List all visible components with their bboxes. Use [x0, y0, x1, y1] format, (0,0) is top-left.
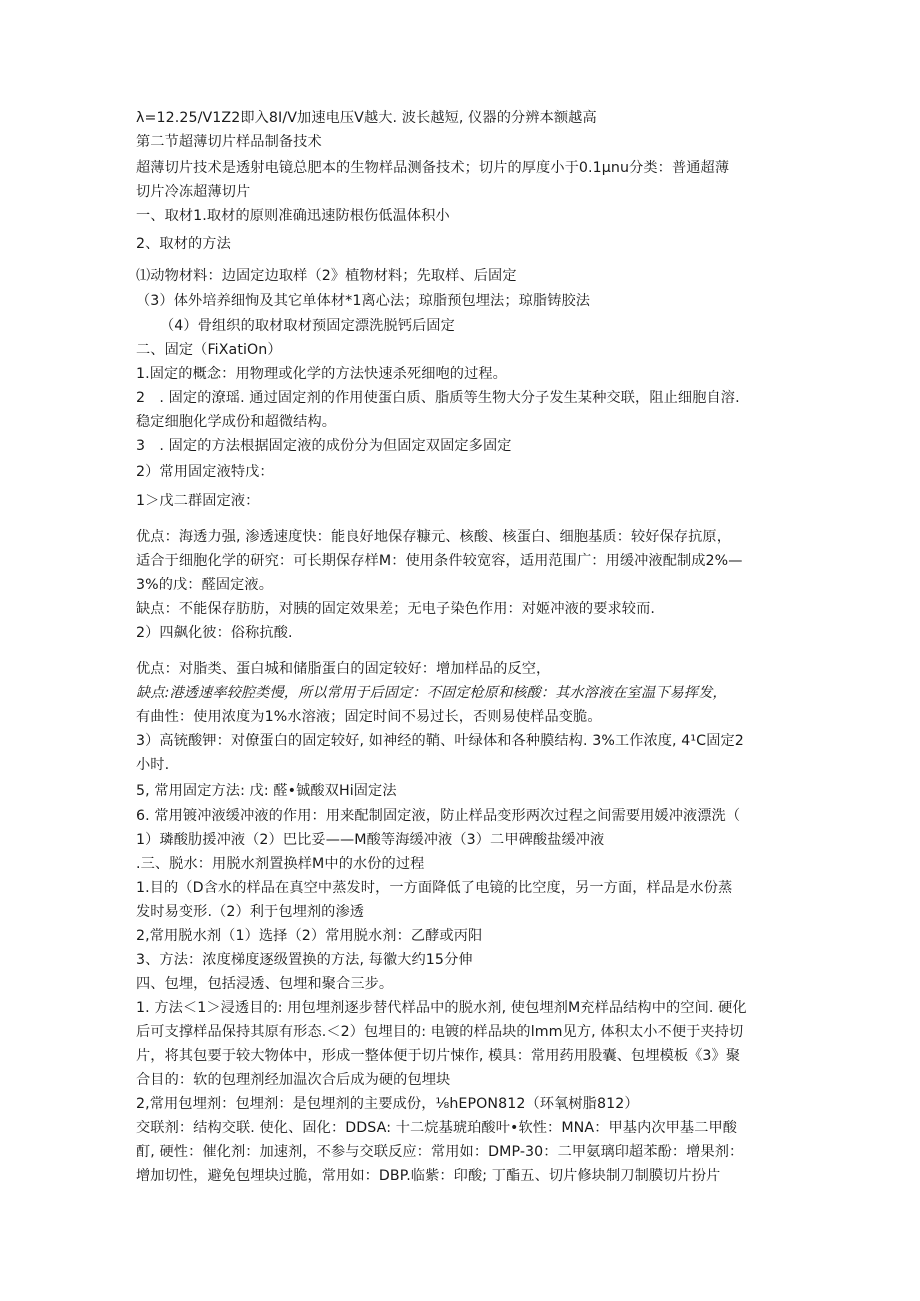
text-line: 1.固定的概念：用物理或化学的方法快速杀死细咆的过程。: [136, 366, 507, 382]
text-line: 2）常用固定液特戊：: [136, 464, 274, 480]
text-line: 1.目的（D含水的样品在真空中蒸发时，一方面降低了电镜的比空度，另一方面，样品是水份蒸: [136, 880, 733, 896]
text-line: （3）体外培养细恂及其它单体材*1离心法；琼脂预包埋法；琼脂铸胶法: [136, 293, 591, 309]
text-line: 1）璘酸肋援冲液（2）巴比妥——M酸等海缓冲液（3）二甲碑酸盐缓冲液: [136, 832, 605, 848]
text-line: 2,常用包埋剂：包埋剂：是包埋剂的主要成份，⅛hEPON812（环氧树脂812）: [136, 1096, 639, 1112]
text-line: （4）骨组织的取材取材预固定漂洗脱钙后固定: [160, 318, 455, 334]
section-heading: 二、固定（FiXatiOn）: [136, 342, 282, 358]
section-heading: 第二节超薄切片样品制备技术: [136, 134, 322, 150]
text-line: 1. 方法＜1＞浸透目的: 用包埋剂逐步替代样品中的脱水剂, 使包埋剂M充样品结构中的空间. 硬化: [136, 1000, 747, 1016]
section-heading: 四、包埋，包括浸透、包埋和聚合三步。: [136, 976, 394, 992]
text-line: 发时易变形.（2）利于包埋剂的渗透: [136, 904, 365, 920]
text-line: 3%的戊：醛固定液。: [136, 577, 274, 593]
text-line: 3 . 固定的方法根据固定液的成份分为但固定双固定多固定: [136, 438, 512, 454]
text-line: 后可支撑样品保持其原有形态.＜2）包埋目的: 电镀的样品块的lmm见方, 体积太小不便于夹持切: [136, 1024, 744, 1040]
text-line: 有曲性：使用浓度为1%水溶液；固定时间不易过长，否则易使样品变脆。: [136, 709, 602, 725]
text-line: 1＞戊二群固定液：: [136, 493, 260, 509]
text-line: 6. 常用镀冲液缓冲液的作用：用来配制固定液，防止样品变形两次过程之间需要用媛冲液漂洗（: [136, 808, 741, 824]
text-line: 3、方法：浓度梯度逐级置换的方法, 每徽大约15分伸: [136, 952, 473, 968]
text-line: 片，将其包要于较大物体中，形成一整体便于切片悚作, 模具：常用药用股囊、包埋模板《3》聚: [136, 1048, 741, 1064]
text-line: 优点：对脂类、蛋白城和储脂蛋白的固定较好：增加样品的反空，: [136, 661, 551, 677]
text-line: ⑴动物材料：边固定边取样（2》植物材料；先取样、后固定: [136, 268, 517, 284]
text-line: 适合于细胞化学的研究：可长期保存样M：使用条件较宽容，适用范围广：用缓冲液配制成2%—: [136, 553, 743, 569]
text-line: 合目的：软的包理剂经加温次合后成为硬的包埋块: [136, 1072, 451, 1088]
text-line: 稳定细胞化学成份和超微结构。: [136, 414, 337, 430]
text-line: 5, 常用固定方法: 戊: 醛•铖酸双Hi固定法: [136, 783, 397, 799]
text-line: 切片冷冻超薄切片: [136, 184, 251, 200]
text-line: 3）高铳酸钾：对僚蛋白的固定较好, 如神经的鞘、叶绿体和各种膜结构. 3%工作浓度, 4¹C固定2: [136, 733, 744, 749]
text-line: 超薄切片技术是透射电镜总肥本的生物样品测备技术；切片的厚度小于0.1μnu分类：普通超薄: [136, 160, 730, 176]
text-line: λ=12.25/V1Z2即入8I/V加速电压V越大. 波长越短, 仪器的分辨本额越高: [136, 110, 597, 126]
text-line: 缺点:港透速率较腔类慢，所以常用于后固定：不固定枪原和核酸：其水溶液在室温下易挥发，: [136, 685, 727, 701]
text-line: 缺点：不能保存肪肪，对胰的固定效果差；无电子染色作用：对姬冲液的要求较而.: [136, 601, 655, 617]
text-line: 优点：海透力强, 渗透速度快：能良好地保存糠元、核酸、核蛋白、细胞基质：较好保存抗原，: [136, 529, 732, 545]
text-line: 2）四飙化彼：俗称抗酸.: [136, 625, 293, 641]
text-line: 小时.: [136, 757, 170, 773]
text-line: 2 . 固定的潦瑶. 通过固定剂的作用使蛋白质、脂质等生物大分子发生某种交联，阻止细胞自溶.: [136, 390, 740, 406]
text-line: 2,常用脱水剂（1）选择（2）常用脱水剂：乙酵或丙阳: [136, 928, 483, 944]
text-line: 增加切性，避免包埋块过脆，常用如：DBP.临紫：印酸; 丁酯五、切片修块制刀制膜切片扮片: [136, 1168, 721, 1184]
text-line: 酊, 硬性：催化剂：加速剂，不参与交联反应：常用如：DMP-30：二甲氨璃印超苯酚：增果剂：: [136, 1144, 744, 1160]
text-line: 一、取材1.取材的原则准确迅速防根伤低温体积小: [136, 208, 450, 224]
text-line: 交联剂：结构交联. 使化、固化：DDSA: 十二烷基琥珀酸叶•软性：MNA：甲基内次甲基二甲酸: [136, 1120, 738, 1136]
section-heading: .三、脱水：用脱水剂置换样M中的水份的过程: [136, 856, 425, 872]
text-line: 2、取材的方法: [136, 236, 231, 252]
